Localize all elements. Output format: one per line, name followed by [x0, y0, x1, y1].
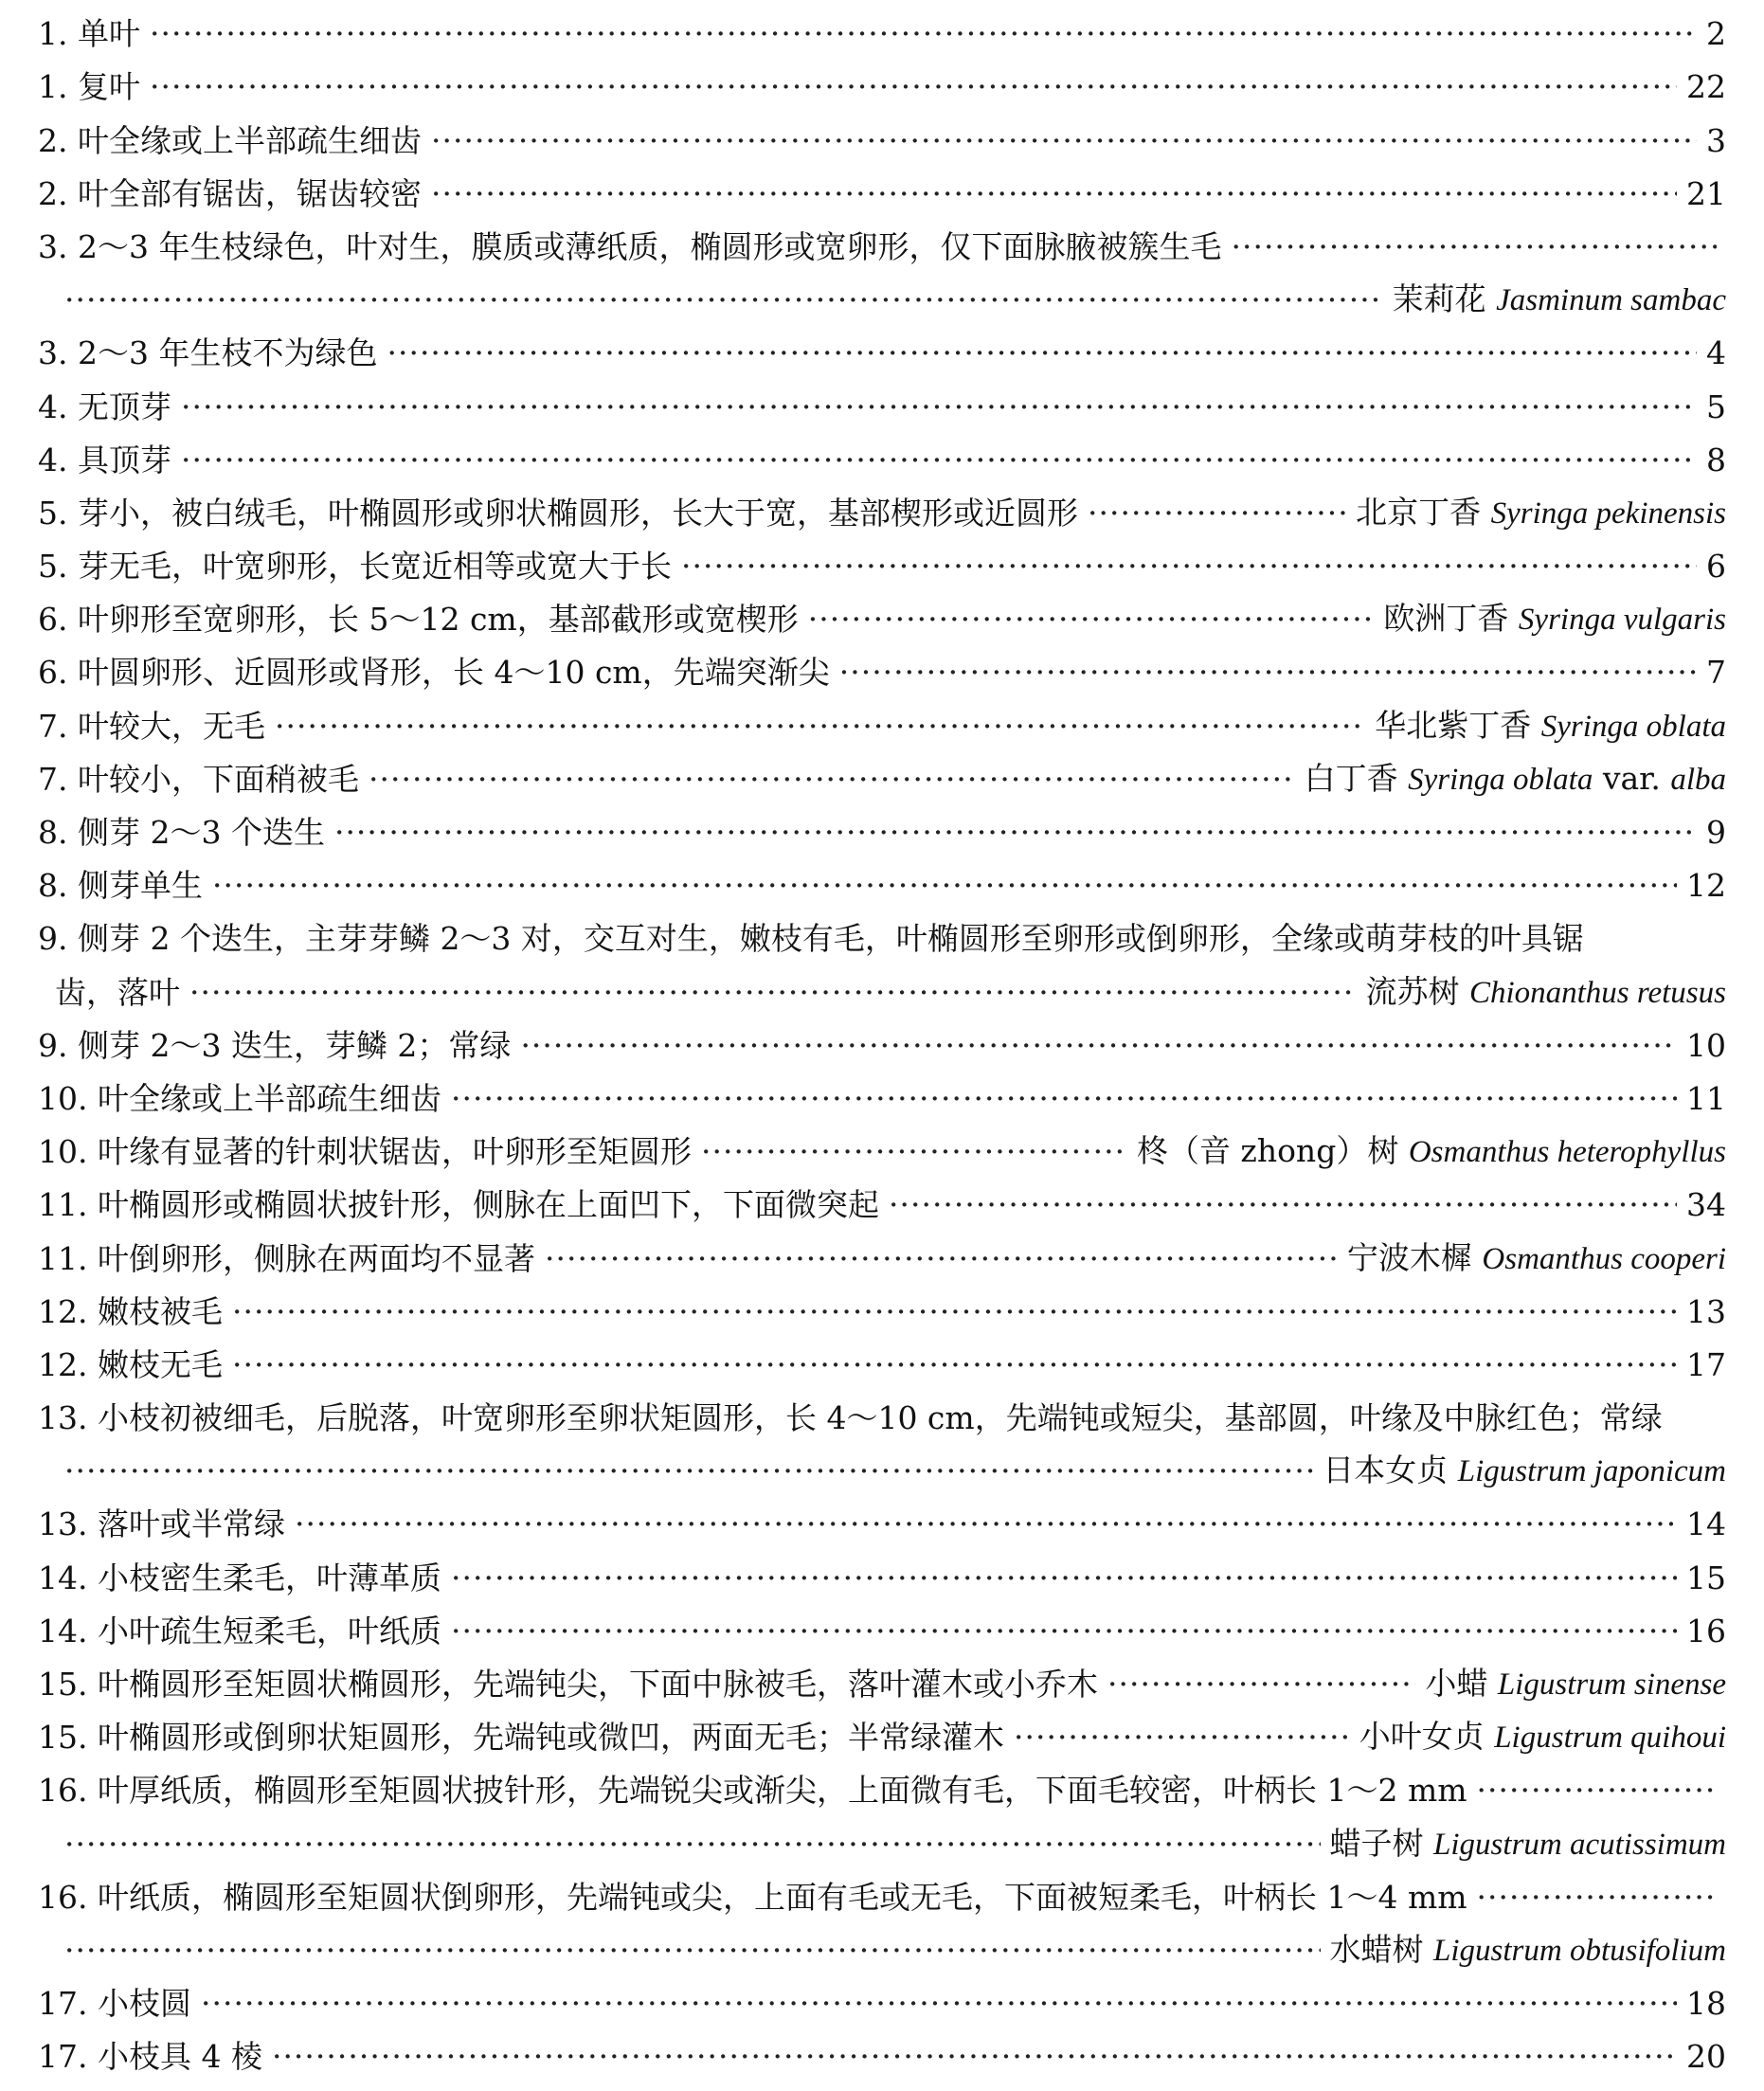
key-entry	[38, 1339, 1726, 1392]
key-destination	[1375, 699, 1726, 753]
key-couplet-text: 8. 侧芽 2～3 个迭生	[38, 814, 325, 851]
key-destination: 8	[1706, 441, 1726, 478]
species-scientific-name: Ligustrum quihoui	[1494, 1721, 1726, 1756]
species-variety-name: alba	[1670, 762, 1726, 797]
key-entry	[38, 434, 1726, 487]
key-line	[38, 2030, 1726, 2083]
dot-leader	[1477, 1871, 1717, 1924]
key-couplet-text: 14. 小叶疏生短柔毛，叶纸质	[38, 1612, 441, 1649]
key-entry	[38, 1871, 1726, 1977]
species-scientific-name: Ligustrum acutissimum	[1433, 1827, 1726, 1862]
key-entry	[38, 1019, 1726, 1073]
key-destination	[1359, 1710, 1726, 1764]
species-chinese-name: 欧洲丁香	[1383, 600, 1509, 638]
key-destination	[1305, 752, 1726, 806]
key-couplet-text: 4. 具顶芽	[38, 441, 171, 478]
key-line	[38, 699, 1726, 752]
dot-leader	[232, 1339, 1677, 1392]
key-destination: 5	[1706, 388, 1726, 425]
species-chinese-name: 小叶女贞	[1359, 1718, 1485, 1756]
key-destination	[1365, 965, 1726, 1019]
key-destination: 17	[1686, 1345, 1726, 1383]
key-line	[38, 114, 1726, 167]
key-destination	[1356, 486, 1726, 540]
key-entry	[38, 61, 1726, 114]
key-couplet-text: 9. 侧芽 2 个迭生，主芽芽鳞 2～3 对，交互对生，嫩枝有毛，叶椭圆形至卵形或倒卵形，全缘或萌芽枝的叶具锯	[38, 920, 1584, 958]
key-line	[38, 859, 1726, 912]
species-scientific-name: Syringa oblata	[1540, 709, 1726, 744]
key-couplet-text: 6. 叶圆卵形、近圆形或肾形，长 4～10 cm，先端突渐尖	[38, 654, 830, 692]
key-destination: 34	[1686, 1186, 1726, 1224]
key-entry	[38, 8, 1726, 61]
dot-leader	[64, 1924, 1321, 1977]
dot-leader	[839, 646, 1697, 699]
key-destination: 3	[1706, 121, 1726, 159]
key-destination: 9	[1706, 814, 1726, 851]
key-couplet-text: 9. 侧芽 2～3 迭生，芽鳞 2；常绿	[38, 1026, 512, 1064]
key-destination: 10	[1686, 1026, 1726, 1064]
key-couplet-text: 8. 侧芽单生	[38, 867, 203, 905]
key-entry	[38, 912, 1726, 1018]
key-line	[38, 1286, 1726, 1339]
key-destination	[1393, 273, 1726, 327]
key-line	[38, 965, 1726, 1018]
dot-leader	[272, 2030, 1677, 2083]
dot-leader	[295, 1498, 1677, 1551]
key-line	[38, 380, 1726, 433]
key-destination: 7	[1706, 654, 1726, 692]
species-chinese-name: 华北紫丁香	[1375, 706, 1532, 744]
key-couplet-text: 1. 单叶	[38, 15, 140, 53]
key-line	[38, 1924, 1726, 1977]
key-line	[38, 1871, 1726, 1924]
dot-leader	[232, 1286, 1677, 1339]
key-destination	[1323, 1444, 1726, 1498]
species-scientific-name: Syringa oblata	[1408, 762, 1593, 797]
dot-leader	[150, 61, 1677, 114]
key-line	[38, 1445, 1726, 1498]
key-destination: 13	[1686, 1292, 1726, 1330]
key-destination: 14	[1686, 1505, 1726, 1543]
key-couplet-text: 17. 小枝具 4 棱	[38, 2038, 262, 2076]
key-line	[38, 1019, 1726, 1073]
species-chinese-name: 水蜡树	[1329, 1930, 1424, 1968]
key-entry	[38, 487, 1726, 540]
key-line	[38, 912, 1726, 965]
species-chinese-name: 日本女贞	[1323, 1451, 1449, 1489]
key-couplet-text: 12. 嫩枝被毛	[38, 1292, 223, 1330]
species-chinese-name: 宁波木樨	[1346, 1238, 1472, 1276]
dot-leader	[64, 1818, 1321, 1871]
key-entry	[38, 540, 1726, 593]
dot-leader	[520, 1019, 1677, 1073]
key-line	[38, 646, 1726, 699]
key-destination: 18	[1686, 1985, 1726, 2023]
key-couplet-text: 3. 2～3 年生枝绿色，叶对生，膜质或薄纸质，椭圆形或宽卵形，仅下面脉腋被簇生毛	[38, 227, 1222, 265]
key-line	[38, 8, 1726, 61]
dot-leader	[64, 1445, 1313, 1498]
key-couplet-text: 14. 小枝密生柔毛，叶薄革质	[38, 1559, 441, 1596]
key-entry	[38, 221, 1726, 327]
key-line	[38, 1232, 1726, 1285]
dot-leader	[1088, 487, 1346, 540]
key-entry	[38, 1605, 1726, 1658]
dichotomous-key	[38, 8, 1726, 2083]
species-scientific-name: Osmanthus heterophyllus	[1408, 1135, 1726, 1170]
key-destination	[1383, 592, 1726, 646]
dot-leader	[451, 1552, 1677, 1605]
key-entry	[38, 1286, 1726, 1339]
key-couplet-text: 7. 叶较小，下面稍被毛	[38, 760, 359, 798]
key-couplet-text: 3. 2～3 年生枝不为绿色	[38, 334, 378, 372]
key-couplet-text: 13. 小枝初被细毛，后脱落，叶宽卵形至卵状矩圆形，长 4～10 cm，先端钝或短尖，基部圆，叶缘及中脉红色；常绿	[38, 1399, 1663, 1437]
key-couplet-text: 6. 叶卵形至宽卵形，长 5～12 cm，基部截形或宽楔形	[38, 601, 799, 639]
key-line	[38, 593, 1726, 646]
key-entry	[38, 1232, 1726, 1285]
key-line	[38, 1551, 1726, 1604]
species-scientific-name: Chionanthus retusus	[1468, 975, 1726, 1010]
key-line	[38, 1126, 1726, 1179]
dot-leader	[369, 753, 1295, 806]
species-chinese-name: 白丁香	[1304, 759, 1398, 797]
species-scientific-name: Syringa pekinensis	[1490, 496, 1726, 531]
key-couplet-text: 齿，落叶	[55, 973, 180, 1011]
dot-leader	[150, 8, 1697, 61]
dot-leader	[1107, 1658, 1415, 1711]
dot-leader	[181, 434, 1697, 487]
dot-leader	[545, 1233, 1338, 1286]
key-line	[38, 1339, 1726, 1392]
key-entry	[38, 380, 1726, 433]
key-destination	[1330, 1923, 1726, 1977]
key-line	[38, 1498, 1726, 1551]
key-destination	[1347, 1232, 1726, 1286]
dot-leader	[451, 1073, 1677, 1126]
key-couplet-text: 2. 叶全部有锯齿，锯齿较密	[38, 174, 422, 212]
key-entry	[38, 593, 1726, 646]
key-entry	[38, 1658, 1726, 1711]
key-line	[38, 1977, 1726, 2030]
species-chinese-name: 茉莉花	[1392, 280, 1486, 318]
key-line	[38, 1392, 1726, 1445]
species-chinese-name: 小蜡	[1425, 1665, 1488, 1702]
key-entry	[38, 1126, 1726, 1179]
dot-leader	[681, 540, 1697, 593]
key-destination: 4	[1706, 334, 1726, 372]
key-couplet-text: 15. 叶椭圆形至矩圆状椭圆形，先端钝尖，下面中脉被毛，落叶灌木或小乔木	[38, 1666, 1098, 1703]
key-couplet-text: 13. 落叶或半常绿	[38, 1505, 285, 1543]
dot-leader	[889, 1179, 1677, 1232]
key-destination	[1425, 1657, 1726, 1711]
key-line	[38, 806, 1726, 859]
key-line	[38, 1711, 1726, 1764]
dot-leader	[189, 966, 1356, 1019]
species-scientific-name: Ligustrum sinense	[1497, 1667, 1726, 1702]
dot-leader	[181, 381, 1697, 434]
key-entry	[38, 646, 1726, 699]
key-line	[38, 1658, 1726, 1711]
dot-leader	[275, 700, 1365, 753]
species-chinese-name: 流苏树	[1365, 972, 1460, 1010]
key-line	[38, 1605, 1726, 1658]
dot-leader	[808, 593, 1375, 646]
dot-leader	[1477, 1764, 1717, 1817]
species-chinese-name: 柊（音 zhong）树	[1136, 1132, 1399, 1170]
key-destination: 12	[1686, 867, 1726, 905]
key-entry	[38, 1498, 1726, 1551]
key-couplet-text: 2. 叶全缘或上半部疏生细齿	[38, 121, 422, 159]
key-entry	[38, 1073, 1726, 1126]
species-chinese-name: 蜡子树	[1329, 1824, 1424, 1862]
key-line	[38, 487, 1726, 540]
key-destination: 16	[1686, 1612, 1726, 1649]
key-entry	[38, 1392, 1726, 1498]
key-entry	[38, 114, 1726, 167]
dot-leader	[1014, 1711, 1350, 1764]
key-couplet-text: 12. 嫩枝无毛	[38, 1345, 223, 1383]
key-destination: 2	[1706, 15, 1726, 53]
key-entry	[38, 1179, 1726, 1232]
dot-leader	[1231, 221, 1717, 274]
key-destination: 15	[1686, 1559, 1726, 1596]
key-couplet-text: 17. 小枝圆	[38, 1985, 191, 2023]
key-couplet-text: 5. 芽小，被白绒毛，叶椭圆形或卵状椭圆形，长大于宽，基部楔形或近圆形	[38, 494, 1078, 532]
key-line	[38, 221, 1726, 274]
key-line	[38, 1073, 1726, 1126]
key-line	[38, 1179, 1726, 1232]
key-entry	[38, 753, 1726, 806]
key-entry	[38, 168, 1726, 221]
key-entry	[38, 2030, 1726, 2083]
key-destination: 20	[1686, 2038, 1726, 2076]
dot-leader	[451, 1605, 1677, 1658]
key-couplet-text: 1. 复叶	[38, 68, 140, 106]
key-entry	[38, 1551, 1726, 1604]
key-destination: 22	[1686, 68, 1726, 106]
key-entry	[38, 1764, 1726, 1870]
dot-leader	[201, 1977, 1677, 2030]
key-entry	[38, 806, 1726, 859]
key-line	[38, 274, 1726, 327]
dot-leader	[387, 327, 1697, 380]
key-couplet-text: 16. 叶厚纸质，椭圆形至矩圆状披针形，先端锐尖或渐尖，上面微有毛，下面毛较密，叶柄长 1～2 mm	[38, 1772, 1467, 1810]
key-destination: 21	[1686, 174, 1726, 212]
key-entry	[38, 1977, 1726, 2030]
species-scientific-name: Ligustrum japonicum	[1457, 1454, 1726, 1489]
key-entry	[38, 327, 1726, 380]
key-couplet-text: 10. 叶全缘或上半部疏生细齿	[38, 1079, 441, 1117]
key-line	[38, 327, 1726, 380]
species-scientific-name: Ligustrum obtusifolium	[1433, 1933, 1726, 1968]
key-entry	[38, 859, 1726, 912]
key-couplet-text: 10. 叶缘有显著的针刺状锯齿，叶卵形至矩圆形	[38, 1133, 692, 1171]
key-couplet-text: 11. 叶椭圆形或椭圆状披针形，侧脉在上面凹下，下面微突起	[38, 1186, 879, 1224]
species-chinese-name: 北京丁香	[1356, 493, 1482, 531]
dot-leader	[431, 115, 1697, 168]
key-entry	[38, 1711, 1726, 1764]
key-couplet-text: 16. 叶纸质，椭圆形至矩圆状倒卵形，先端钝或尖，上面有毛或无毛，下面被短柔毛，叶柄长 1～4 mm	[38, 1878, 1467, 1916]
key-couplet-text: 11. 叶倒卵形，侧脉在两面均不显著	[38, 1239, 535, 1277]
key-couplet-text: 15. 叶椭圆形或倒卵状矩圆形，先端钝或微凹，两面无毛；半常绿灌木	[38, 1719, 1004, 1757]
key-line	[38, 1817, 1726, 1870]
key-line	[38, 168, 1726, 221]
species-scientific-name: Jasminum sambac	[1496, 283, 1726, 318]
dot-leader	[212, 859, 1677, 912]
key-line	[38, 434, 1726, 487]
key-destination	[1330, 1817, 1726, 1871]
key-line	[38, 753, 1726, 806]
key-couplet-text: 4. 无顶芽	[38, 388, 171, 425]
dot-leader	[64, 274, 1383, 327]
key-destination	[1137, 1125, 1726, 1179]
dot-leader	[431, 168, 1677, 221]
key-line	[38, 540, 1726, 593]
species-scientific-name: Syringa vulgaris	[1518, 603, 1726, 638]
key-couplet-text: 5. 芽无毛，叶宽卵形，长宽近相等或宽大于长	[38, 548, 672, 586]
key-line	[38, 61, 1726, 114]
species-scientific-name: Osmanthus cooperi	[1482, 1241, 1726, 1276]
key-destination: 6	[1706, 548, 1726, 586]
key-entry	[38, 699, 1726, 752]
dot-leader	[701, 1126, 1127, 1179]
key-line	[38, 1764, 1726, 1817]
dot-leader	[334, 806, 1697, 859]
key-destination: 11	[1686, 1079, 1726, 1117]
taxon-rank: var.	[1602, 759, 1661, 797]
key-couplet-text: 7. 叶较大，无毛	[38, 707, 265, 745]
